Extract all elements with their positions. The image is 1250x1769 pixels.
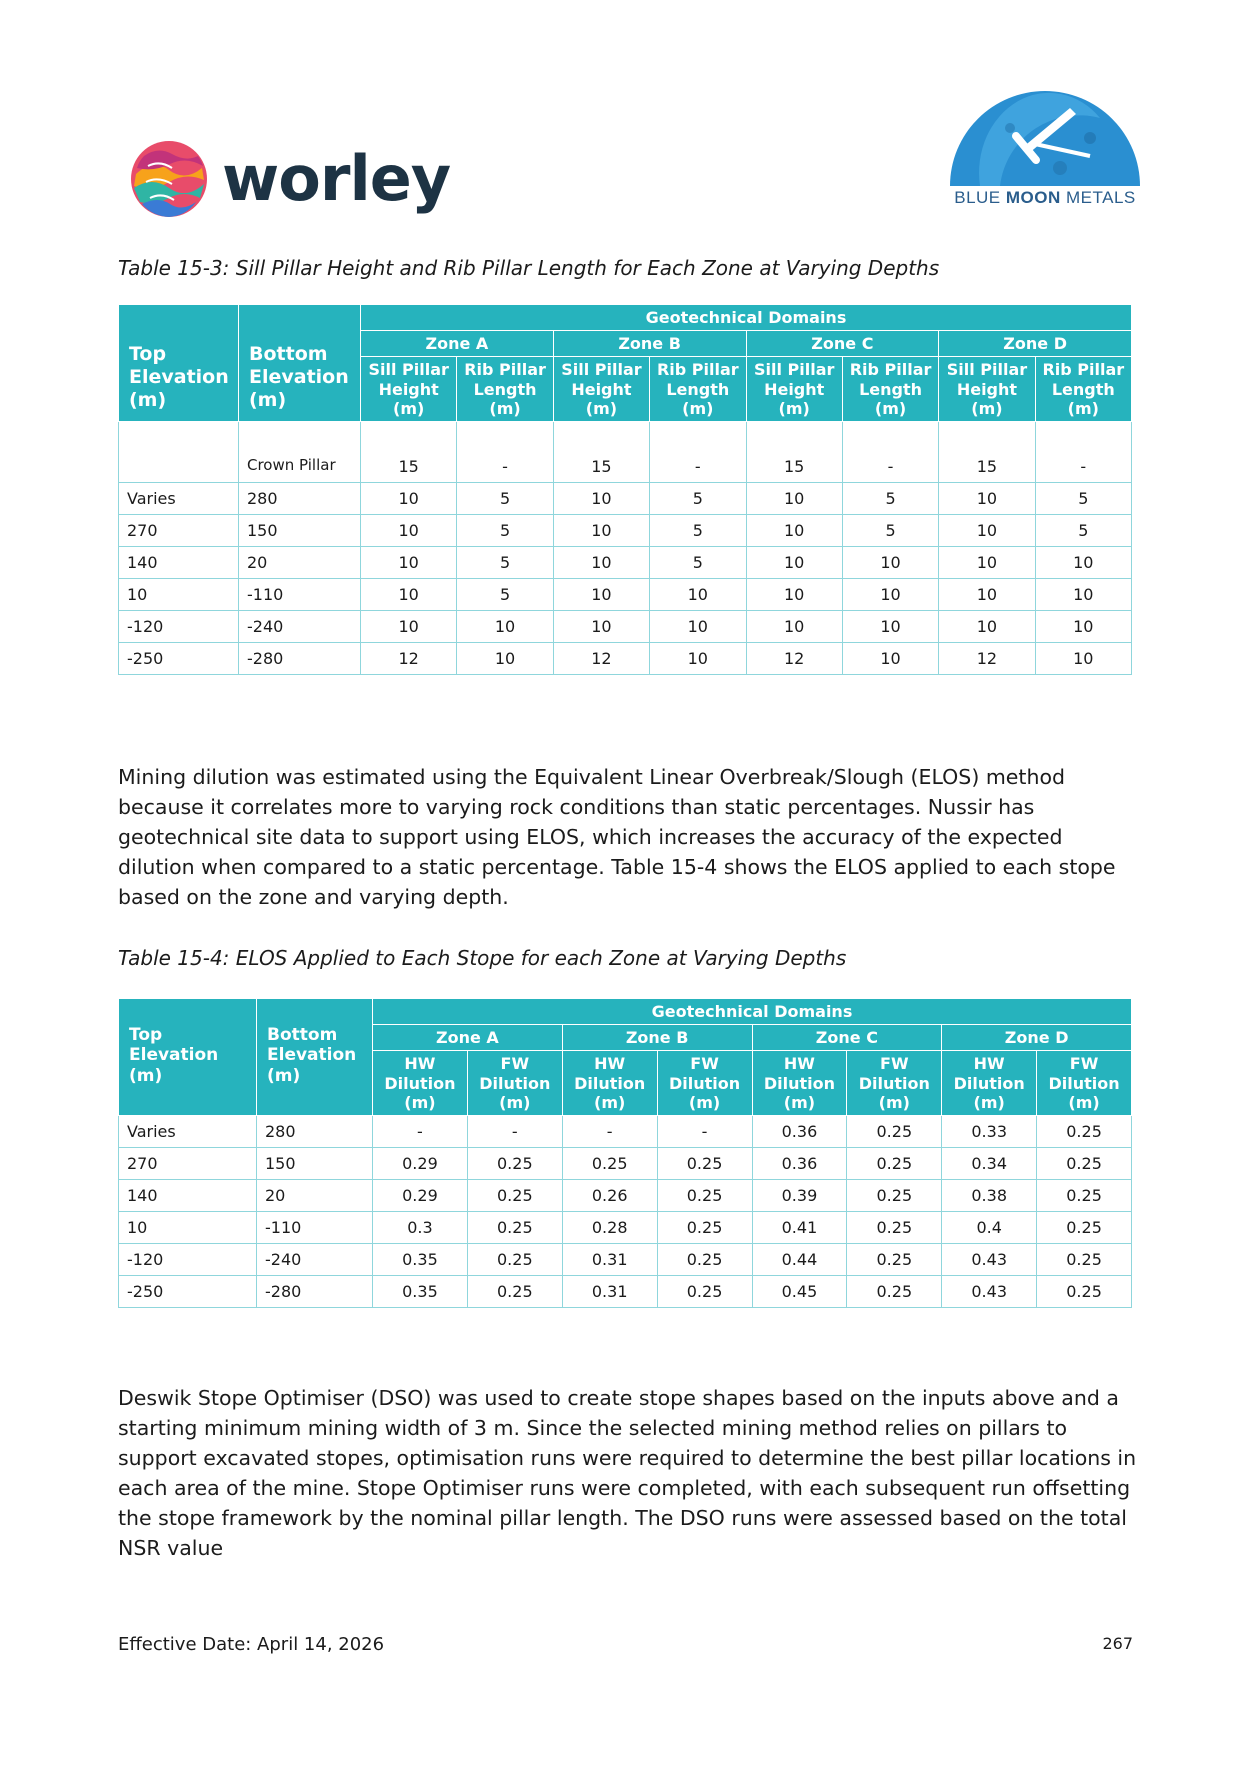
body-paragraph-dso: Deswik Stope Optimiser (DSO) was used to create stope shapes based on the inputs above and a starting minimum mining width of 3 m. Since the selected mining method relies on pillars to support excavated stopes, optimisation runs were required to determine the best pillar locations in each area of the mine. Stope Optimiser runs were completed, with each subsequent run offsetting the stope framework by the nominal pillar length. The DSO runs were assessed based on the total NSR value [118, 1386, 1137, 1560]
sub-header-rib-pillar-length: Rib Pillar Length (m) [1035, 357, 1131, 422]
col-header-top-elevation: Top Elevation (m) [119, 305, 239, 422]
cell-value: 0.25 [657, 1179, 752, 1211]
cell-value: 15 [553, 421, 649, 482]
table-row [119, 514, 1132, 546]
table-row [119, 642, 1132, 674]
zone-header: Zone D [939, 331, 1132, 357]
cell-top-elevation: 10 [119, 578, 239, 610]
cell-value: 15 [361, 421, 457, 482]
cell-value: 0.35 [373, 1275, 468, 1307]
zone-header: Zone A [373, 1025, 563, 1051]
cell-value: - [373, 1115, 468, 1147]
cell-value: 0.25 [1037, 1211, 1132, 1243]
cell-value: 0.25 [847, 1115, 942, 1147]
cell-value: 0.31 [562, 1275, 657, 1307]
cell-value: 5 [457, 546, 553, 578]
cell-value: 10 [457, 610, 553, 642]
cell-value: 10 [361, 482, 457, 514]
cell-value: 10 [1035, 546, 1131, 578]
cell-value: 5 [457, 578, 553, 610]
sub-header-fw-dilution: FW Dilution (m) [657, 1051, 752, 1116]
cell-value: 5 [650, 546, 746, 578]
cell-top-elevation: -250 [119, 1275, 257, 1307]
sub-header-hw-dilution: HW Dilution (m) [562, 1051, 657, 1116]
cell-top-elevation: Varies [119, 1115, 257, 1147]
zone-header: Zone A [361, 331, 554, 357]
cell-value: 12 [553, 642, 649, 674]
cell-bottom-elevation: -280 [239, 642, 361, 674]
sub-header-sill-pillar-height: Sill Pillar Height (m) [939, 357, 1035, 422]
cell-value: 0.29 [373, 1179, 468, 1211]
cell-value: 0.25 [1037, 1147, 1132, 1179]
cell-value: 10 [553, 514, 649, 546]
cell-value: 10 [842, 546, 938, 578]
cell-value: 0.25 [657, 1243, 752, 1275]
blue-moon-metals-wordmark: BLUE MOON METALS [954, 188, 1136, 207]
table-row [119, 1115, 1132, 1147]
blue-moon-metals-logo [940, 78, 1150, 208]
cell-value: 10 [746, 546, 842, 578]
cell-top-elevation: -120 [119, 610, 239, 642]
cell-value: 0.44 [752, 1243, 847, 1275]
footer-effective-date: Effective Date: April 14, 2026 [118, 1634, 385, 1655]
cell-value: 5 [457, 482, 553, 514]
cell-value: 10 [361, 546, 457, 578]
cell-value: 5 [1035, 514, 1131, 546]
cell-value: 0.25 [562, 1147, 657, 1179]
sub-header-sill-pillar-height: Sill Pillar Height (m) [361, 357, 457, 422]
cell-value: 0.34 [942, 1147, 1037, 1179]
cell-top-elevation: 10 [119, 1211, 257, 1243]
cell-value: 15 [746, 421, 842, 482]
cell-value: 10 [361, 610, 457, 642]
cell-value: 10 [746, 514, 842, 546]
col-header-bottom-elevation: Bottom Elevation (m) [257, 999, 373, 1116]
table-row [119, 421, 1132, 482]
table-row [119, 1211, 1132, 1243]
cell-value: 10 [939, 514, 1035, 546]
zone-header: Zone B [553, 331, 746, 357]
cell-value: 0.28 [562, 1211, 657, 1243]
table-row [119, 1275, 1132, 1307]
table-row [119, 1243, 1132, 1275]
cell-value: 10 [939, 578, 1035, 610]
cell-value: 0.25 [657, 1147, 752, 1179]
sub-header-hw-dilution: HW Dilution (m) [942, 1051, 1037, 1116]
cell-value: 12 [746, 642, 842, 674]
cell-value: 0.25 [1037, 1179, 1132, 1211]
cell-top-elevation: -250 [119, 642, 239, 674]
worley-wordmark: worley [222, 142, 451, 215]
cell-value: 10 [553, 546, 649, 578]
cell-value: 0.25 [467, 1147, 562, 1179]
cell-value: 10 [1035, 642, 1131, 674]
cell-value: 10 [361, 514, 457, 546]
cell-top-elevation: 270 [119, 514, 239, 546]
cell-top-elevation: 140 [119, 546, 239, 578]
cell-value: 0.45 [752, 1275, 847, 1307]
cell-value: 0.25 [1037, 1115, 1132, 1147]
cell-value: 5 [842, 514, 938, 546]
cell-value: 0.35 [373, 1243, 468, 1275]
cell-value: - [457, 421, 553, 482]
cell-value: 10 [553, 482, 649, 514]
cell-value: 0.36 [752, 1115, 847, 1147]
col-header-top-elevation: Top Elevation (m) [119, 999, 257, 1116]
cell-value: 10 [650, 642, 746, 674]
cell-value: 10 [842, 610, 938, 642]
table-row [119, 1147, 1132, 1179]
cell-top-elevation [119, 421, 239, 482]
sub-header-rib-pillar-length: Rib Pillar Length (m) [457, 357, 553, 422]
cell-value: 0.41 [752, 1211, 847, 1243]
zone-header: Zone C [752, 1025, 942, 1051]
cell-value: 0.26 [562, 1179, 657, 1211]
cell-value: 10 [939, 482, 1035, 514]
cell-value: 0.25 [1037, 1243, 1132, 1275]
zone-header: Zone C [746, 331, 939, 357]
cell-bottom-elevation: Crown Pillar [239, 421, 361, 482]
sub-header-hw-dilution: HW Dilution (m) [373, 1051, 468, 1116]
cell-value: 10 [939, 546, 1035, 578]
footer-page-number: 267 [1102, 1634, 1133, 1653]
cell-value: 5 [842, 482, 938, 514]
table-15-3-caption: Table 15-3: Sill Pillar Height and Rib Pillar Length for Each Zone at Varying Depths [118, 256, 940, 280]
cell-value: 10 [361, 578, 457, 610]
zone-header: Zone D [942, 1025, 1132, 1051]
cell-bottom-elevation: -280 [257, 1275, 373, 1307]
cell-value: 10 [553, 578, 649, 610]
cell-bottom-elevation: -110 [239, 578, 361, 610]
cell-value: 0.43 [942, 1275, 1037, 1307]
cell-value: 10 [746, 610, 842, 642]
table-15-4-caption: Table 15-4: ELOS Applied to Each Stope for each Zone at Varying Depths [118, 946, 847, 970]
cell-value: 0.25 [467, 1243, 562, 1275]
cell-value: 10 [650, 610, 746, 642]
cell-value: 0.25 [847, 1275, 942, 1307]
cell-value: 10 [842, 578, 938, 610]
sub-header-sill-pillar-height: Sill Pillar Height (m) [746, 357, 842, 422]
sub-header-rib-pillar-length: Rib Pillar Length (m) [650, 357, 746, 422]
cell-top-elevation: Varies [119, 482, 239, 514]
cell-value: 0.25 [657, 1211, 752, 1243]
cell-value: 0.25 [467, 1275, 562, 1307]
cell-value: 5 [650, 482, 746, 514]
cell-value: 0.29 [373, 1147, 468, 1179]
worley-logo [128, 138, 450, 220]
cell-bottom-elevation: -240 [239, 610, 361, 642]
cell-value: 5 [650, 514, 746, 546]
table-row [119, 578, 1132, 610]
cell-value: - [650, 421, 746, 482]
table-row [119, 610, 1132, 642]
cell-value: 0.31 [562, 1243, 657, 1275]
body-paragraph-elos: Mining dilution was estimated using the Equivalent Linear Overbreak/Slough (ELOS) method because it correlates more to varying rock conditions than static percentages. Nussir has geotechnical site data to support using ELOS, which increases the accuracy of the expected dilution when compared to a static percentage. Table 15-4 shows the ELOS applied to each stope based on the zone and varying depth. [118, 765, 1116, 909]
cell-value: 5 [457, 514, 553, 546]
cell-top-elevation: 140 [119, 1179, 257, 1211]
cell-value: 0.25 [657, 1275, 752, 1307]
cell-bottom-elevation: 150 [239, 514, 361, 546]
sub-header-fw-dilution: FW Dilution (m) [1037, 1051, 1132, 1116]
cell-value: 0.25 [467, 1211, 562, 1243]
cell-value: 10 [746, 482, 842, 514]
cell-value: 10 [1035, 610, 1131, 642]
cell-value: 0.25 [467, 1179, 562, 1211]
cell-bottom-elevation: 280 [239, 482, 361, 514]
sub-header-rib-pillar-length: Rib Pillar Length (m) [842, 357, 938, 422]
col-group-geotechnical-domains: Geotechnical Domains [373, 999, 1132, 1025]
cell-value: 0.33 [942, 1115, 1037, 1147]
cell-value: 10 [842, 642, 938, 674]
table-row [119, 1179, 1132, 1211]
cell-bottom-elevation: 280 [257, 1115, 373, 1147]
cell-value: 10 [1035, 578, 1131, 610]
sill-rib-pillar-table [118, 304, 1132, 675]
cell-value: - [562, 1115, 657, 1147]
cell-bottom-elevation: -110 [257, 1211, 373, 1243]
cell-value: 0.3 [373, 1211, 468, 1243]
zone-header: Zone B [562, 1025, 752, 1051]
sub-header-fw-dilution: FW Dilution (m) [467, 1051, 562, 1116]
cell-value: 0.25 [847, 1243, 942, 1275]
cell-bottom-elevation: -240 [257, 1243, 373, 1275]
cell-value: 0.25 [847, 1179, 942, 1211]
cell-value: 0.36 [752, 1147, 847, 1179]
cell-value: 10 [553, 610, 649, 642]
cell-value: - [657, 1115, 752, 1147]
table-row [119, 482, 1132, 514]
cell-value: 10 [746, 578, 842, 610]
sub-header-hw-dilution: HW Dilution (m) [752, 1051, 847, 1116]
cell-value: 0.38 [942, 1179, 1037, 1211]
cell-value: 10 [457, 642, 553, 674]
cell-top-elevation: 270 [119, 1147, 257, 1179]
cell-value: 0.43 [942, 1243, 1037, 1275]
cell-value: - [842, 421, 938, 482]
cell-value: 0.25 [847, 1211, 942, 1243]
cell-value: - [467, 1115, 562, 1147]
col-header-bottom-elevation: Bottom Elevation (m) [239, 305, 361, 422]
cell-value: 10 [939, 610, 1035, 642]
cell-value: 5 [1035, 482, 1131, 514]
cell-bottom-elevation: 150 [257, 1147, 373, 1179]
sub-header-sill-pillar-height: Sill Pillar Height (m) [553, 357, 649, 422]
table-row [119, 546, 1132, 578]
cell-value: 10 [650, 578, 746, 610]
cell-value: - [1035, 421, 1131, 482]
elos-dilution-table [118, 998, 1132, 1308]
col-group-geotechnical-domains: Geotechnical Domains [361, 305, 1132, 331]
cell-value: 12 [361, 642, 457, 674]
cell-value: 0.25 [1037, 1275, 1132, 1307]
cell-value: 0.39 [752, 1179, 847, 1211]
sub-header-fw-dilution: FW Dilution (m) [847, 1051, 942, 1116]
moon-hammer-icon [940, 78, 1150, 190]
worley-swirl-icon [128, 138, 210, 220]
cell-top-elevation: -120 [119, 1243, 257, 1275]
cell-value: 15 [939, 421, 1035, 482]
cell-bottom-elevation: 20 [257, 1179, 373, 1211]
cell-value: 0.4 [942, 1211, 1037, 1243]
cell-bottom-elevation: 20 [239, 546, 361, 578]
cell-value: 0.25 [847, 1147, 942, 1179]
cell-value: 12 [939, 642, 1035, 674]
